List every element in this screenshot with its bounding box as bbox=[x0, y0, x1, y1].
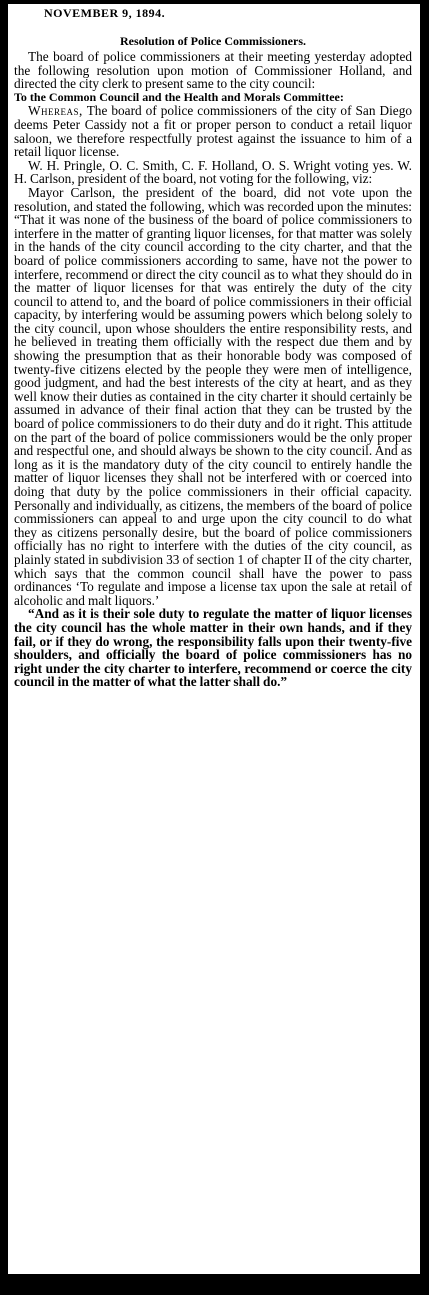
whereas-word: Whereas, bbox=[28, 103, 83, 119]
vote-paragraph: W. H. Pringle, O. C. Smith, C. F. Holland, O. S. Wright voting yes. W. H. Carlson, president of the board, not voting for the following, viz: bbox=[14, 157, 412, 187]
whereas-paragraph bbox=[14, 104, 412, 158]
dateline: NOVEMBER 9, 1894. bbox=[44, 6, 166, 20]
headline: Resolution of Police Commissioners. bbox=[120, 34, 306, 48]
article-column bbox=[8, 4, 420, 1274]
whereas-text: The board of police commissioners of the city of San Diego deems Peter Cassidy not a fit or proper person to conduct a retail liquor saloon, we therefore respectfully protest against the issuance to him of a retail liquor license. bbox=[14, 103, 412, 160]
intro-paragraph: The board of police commissioners at their meeting yesterday adopted the following resolution upon motion of Commissioner Holland, and directed the city clerk to present same to the city council: bbox=[14, 49, 412, 92]
mayor-statement-paragraph: Mayor Carlson, the president of the board, did not vote upon the resolution, and stated the following, which was recorded upon the minutes: “That it was none of the business of the board of police commissioners to interfere in the matter of granting liquor licenses, for that matter was solely in the hands of the city council according to the city charter, and that the board of police commissioners according to same, have not the power to interfere, recommend or direct the city council as to what they should do in the matter of liquor licenses for that was entirely the duty of the city council to attend to, and the board of police commissioners in their official capacity, by interfering would be assuming powers which belong solely to the city council, upon whose shoulders the entire responsibility rests, and he believed in treating them officially with the respect due them and by showing the presumption that as their honorable body was composed of twenty-five citizens elected by the people they were men of intelligence, good judgment, and had the best interests of the city at heart, and as they well know their duties as contained in the city charter it should certainly be assumed in advance of their final action that they can be trusted by the board of police commissioners to do their duty and do it right. This attitude on the part of the board of police commissioners would be the only proper and respectful one, and should always be shown to the city council. And as long as it is the mandatory duty of the city council to entirely handle the matter of liquor licenses they shall not be interfered with or coerced into doing that duty by the police commissioners in their official capacity. Personally and individually, as citizens, the members of the board of police commissioners can appeal to and urge upon the city council to do what they as citizens personally desire, but the board of police commissioners officially has no right to interfere with the duties of the city council, as plainly stated in subdivision 33 of section 1 of chapter II of the city charter, which says that the common council shall have the power to pass ordinances ‘To regulate and impose a license tax upon the sale at retail of alcoholic and malt liquors.’ bbox=[14, 184, 412, 608]
closing-paragraph: “And as it is their sole duty to regulate the matter of liquor licenses the city council has the whole matter in their own hands, and if they fail, or if they do wrong, the responsibility falls upon their twenty-five shoulders, and officially the board of police commissioners has no right under the city charter to interfere, recommend or coerce the city council in the matter of what the latter shall do.” bbox=[14, 606, 412, 690]
salutation: To the Common Council and the Health and Morals Committee: bbox=[14, 89, 344, 104]
